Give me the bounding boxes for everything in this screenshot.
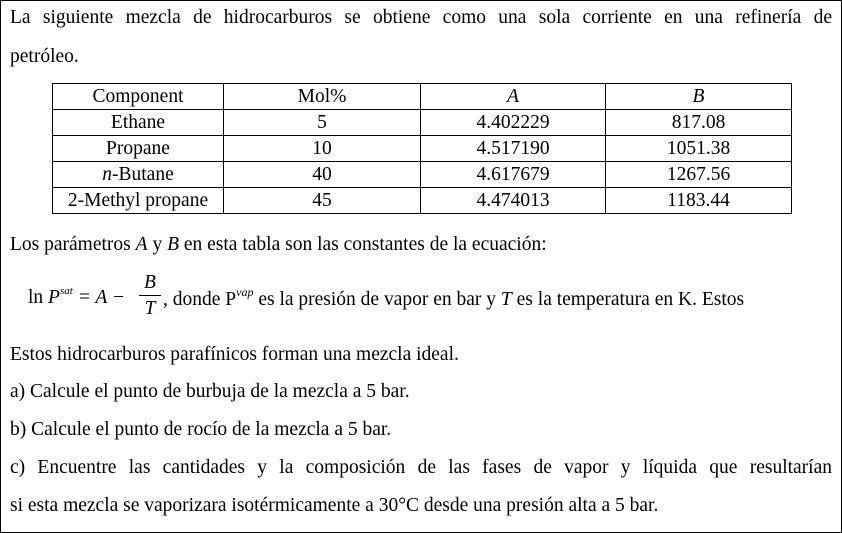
table-row (53, 110, 792, 136)
cell-mol: 5 (224, 110, 421, 136)
component-name: Propane (106, 138, 170, 159)
eq-t: T (500, 289, 512, 310)
header-component: Component (53, 84, 224, 110)
eq-mid: es la presión de vapor en bar y (253, 289, 501, 310)
equation-fraction (139, 271, 161, 320)
component-name: Ethane (110, 112, 166, 133)
cell-b: 1267.56 (606, 162, 792, 188)
question-c-line-2: si esta mezcla se vaporizara isotérmicamente a 30°C desde una presión alta a 5 bar. (10, 495, 659, 516)
cell-component (53, 136, 224, 162)
cell-component (53, 188, 224, 214)
cell-b: 817.08 (606, 110, 792, 136)
equation-line (28, 271, 832, 323)
intro-line-2: petróleo. (10, 46, 79, 67)
eq-equals-a: = A − (72, 287, 125, 308)
equation-rhs (163, 285, 744, 311)
cell-a: 4.474013 (421, 188, 606, 214)
cell-mol: 40 (224, 162, 421, 188)
params-a: A (135, 234, 148, 255)
cell-a: 4.517190 (421, 136, 606, 162)
eq-vap: vap (236, 285, 254, 299)
params-text-pre: Los parámetros (10, 234, 136, 255)
component-name: -Butane (112, 164, 174, 185)
fraction-denominator: T (144, 298, 156, 319)
cell-component (53, 110, 224, 136)
cell-a: 4.617679 (421, 162, 606, 188)
question-c-line-1: c) Encuentre las cantidades y la composición de las fases de vapor y líquida que resultarían (10, 457, 832, 478)
table-row (53, 162, 792, 188)
component-prefix: n (102, 164, 112, 185)
statement-line: Estos hidrocarburos parafínicos forman una mezcla ideal. (10, 344, 459, 365)
cell-component (53, 162, 224, 188)
table-row (53, 188, 792, 214)
intro-line-1: La siguiente mezcla de hidrocarburos se obtiene como una sola corriente en una refinería de (10, 7, 832, 28)
question-b: b) Calcule el punto de rocío de la mezcla a 5 bar. (10, 419, 392, 440)
header-b: B (606, 84, 792, 110)
question-a: a) Calcule el punto de burbuja de la mezcla a 5 bar. (10, 381, 410, 402)
eq-sat: sat (59, 285, 73, 297)
table-row (53, 136, 792, 162)
cell-mol: 45 (224, 188, 421, 214)
header-mol: Mol% (224, 84, 421, 110)
cell-mol: 10 (224, 136, 421, 162)
params-y: y (147, 234, 168, 255)
params-text-post: en esta tabla son las constantes de la ecuación: (178, 234, 547, 255)
eq-donde: , donde P (163, 289, 237, 310)
cell-b: 1051.38 (606, 136, 792, 162)
eq-ln: ln (28, 287, 49, 308)
table-header-row (53, 84, 792, 110)
component-name: 2-Methyl propane (67, 190, 209, 211)
parameters-line (10, 234, 832, 256)
component-table (52, 83, 792, 214)
cell-b: 1183.44 (606, 188, 792, 214)
equation-lhs (28, 285, 125, 309)
eq-end: es la temperatura en K. Estos (511, 289, 745, 310)
fraction-numerator: B (144, 272, 156, 293)
header-a: A (421, 84, 606, 110)
eq-p: P (48, 287, 60, 308)
cell-a: 4.402229 (421, 110, 606, 136)
params-b: B (167, 234, 179, 255)
